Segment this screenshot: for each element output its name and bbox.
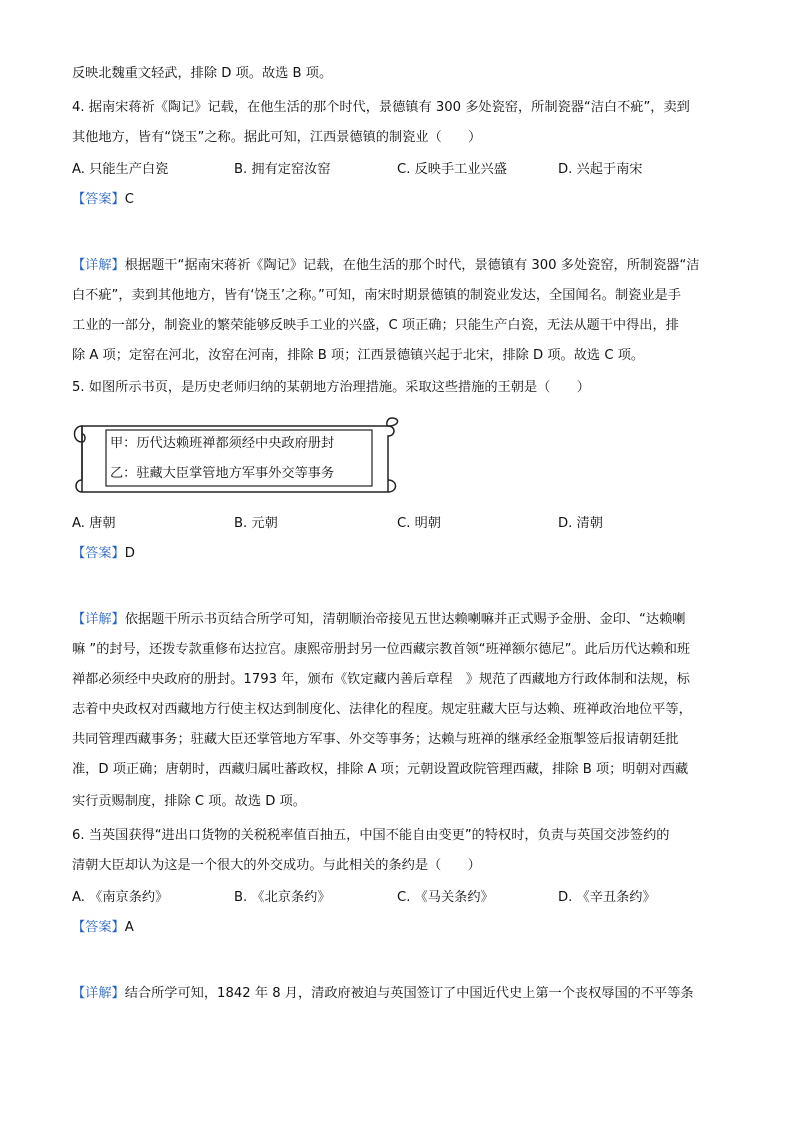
q5-detail-line-5: 共同管理西藏事务；驻藏大臣还掌管地方军事、外交等事务；达赖与班禅的继承经金瓶掣签后报请朝廷批 [72,732,679,747]
q5-detail-line-3: 禅都必须经中央政府的册封。1793 年，颁布《钦定藏内善后章程 》规范了西藏地方行政体制和法规，标 [72,672,690,687]
q4-answer-tag: 【答案】 [72,192,125,207]
q5-detail-line-1 [72,610,685,630]
q4-detail-text-1: 根据题干“据南宋蒋祈《陶记》记载，在他生活的那个时代，景德镇有 300 多处瓷窑，所制瓷器“洁 [124,258,700,273]
q6-answer [72,918,134,938]
q4-option-a: A. 只能生产白瓷 [72,162,169,177]
q6-answer-tag: 【答案】 [72,920,125,935]
scroll-item-yi: 乙：驻藏大臣掌管地方军事外交等事务 [110,466,335,481]
q6-stem-line-1: 6. 当英国获得“进出口货物的关税税率值百抽五，中国不能自由变更”的特权时，负责与英国交涉签约的 [72,828,670,843]
q5-option-c: C. 明朝 [397,516,441,531]
q4-option-d: D. 兴起于南宋 [558,162,643,177]
q4-detail-line-4: 除 A 项；定窑在河北，汝窑在河南，排除 B 项；江西景德镇兴起于北宋，排除 D 项。故选 C 项。 [72,348,645,363]
q6-answer-value: A [124,920,134,935]
q6-detail-line-1 [72,984,694,1004]
q5-detail-line-4: 志着中央政权对西藏地方行使主权达到制度化、法律化的程度。规定驻藏大臣与达赖、班禅政治地位平等， [72,702,692,717]
q6-option-b: B. 《北京条约》 [234,890,331,905]
q5-option-b: B. 元朝 [234,516,278,531]
q6-option-d: D. 《辛丑条约》 [558,890,656,905]
q5-answer-value: D [124,546,135,561]
q5-detail-text-1: 依据题干所示书页结合所学可知，清朝顺治帝接见五世达赖喇嘛并正式赐予金册、金印、“达赖喇 [124,612,686,627]
q4-stem-line-1: 4. 据南宋蒋祈《陶记》记载，在他生活的那个时代，景德镇有 300 多处瓷窑，所制瓷器“洁白不疵”，卖到 [72,100,690,115]
q5-detail-line-2: 嘛 ”的封号，还拨专款重修布达拉宫。康熙帝册封另一位西藏宗教首领“班禅额尔德尼”。此后历代达赖和班 [72,642,691,657]
q6-detail-text-1: 结合所学可知，1842 年 8 月，清政府被迫与英国签订了中国近代史上第一个丧权辱国的不平等条 [124,986,694,1001]
q4-detail-line-2: 白不疵”，卖到其他地方，皆有‘饶玉’之称。”可知，南宋时期景德镇的制瓷业发达，全国闻名。制瓷业是手 [72,288,681,303]
scroll-item-jia: 甲：历代达赖班禅都须经中央政府册封 [110,436,335,451]
q5-detail-tag: 【详解】 [72,612,125,627]
q4-option-c: C. 反映手工业兴盛 [397,162,507,177]
q6-option-c: C. 《马关条约》 [397,890,494,905]
q5-answer [72,544,135,564]
q6-option-a: A. 《南京条约》 [72,890,169,905]
intro-line: 反映北魏重文轻武，排除 D 项。故选 B 项。 [72,66,333,81]
q4-option-b: B. 拥有定窑汝窑 [234,162,331,177]
q5-option-a: A. 唐朝 [72,516,116,531]
q6-stem-line-2: 清朝大臣却认为这是一个很大的外交成功。与此相关的条约是（ ） [72,858,481,873]
scroll-illustration [70,414,400,504]
q5-option-d: D. 清朝 [558,516,603,531]
q5-stem-line-1: 5. 如图所示书页，是历史老师归纳的某朝地方治理措施。采取这些措施的王朝是（ ） [72,380,590,395]
q4-detail-line-1 [72,256,699,276]
q4-detail-line-3: 工业的一部分，制瓷业的繁荣能够反映手工业的兴盛，C 项正确；只能生产白瓷，无法从题干中得出，排 [72,318,679,333]
q5-detail-line-7: 实行贡赐制度，排除 C 项。故选 D 项。 [72,794,306,809]
q4-detail-tag: 【详解】 [72,258,125,273]
q6-detail-tag: 【详解】 [72,986,125,1001]
q5-detail-line-6: 准，D 项正确；唐朝时，西藏归属吐蕃政权，排除 A 项；元朝设置政院管理西藏，排除 B 项；明朝对西藏 [72,762,689,777]
q4-answer [72,190,134,210]
q5-answer-tag: 【答案】 [72,546,125,561]
q4-answer-value: C [124,192,134,207]
q4-stem-line-2: 其他地方，皆有“饶玉”之称。据此可知，江西景德镇的制瓷业（ ） [72,130,482,145]
